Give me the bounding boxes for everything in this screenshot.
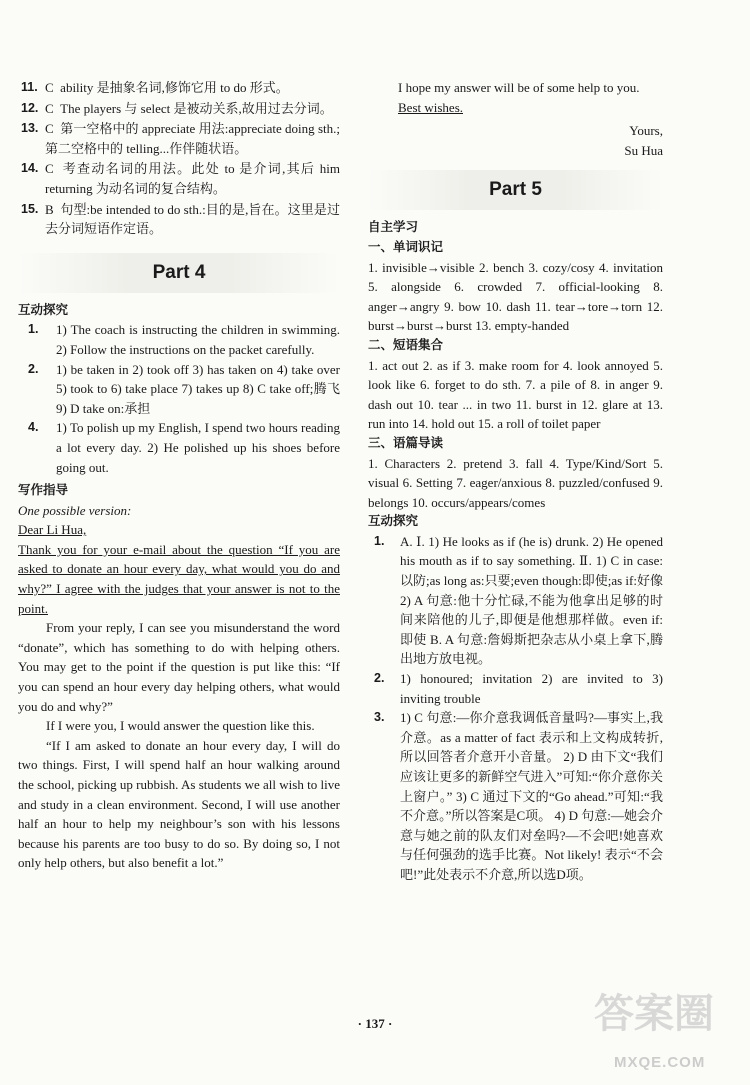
answer-item: 12. C The players 与 select 是被动关系,故用过去分词。: [18, 99, 340, 119]
letter-intro: Thank you for your e-mail about the question “If you are asked to donate an hour every day, what would you do and why?” I agree with the judges that your answer is not to the point.: [18, 541, 340, 616]
vocab-list: 1. invisible→visible 2. bench 3. cozy/cosy 4. invitation 5. alongside 6. crowded 7. official-looking 8. anger→angry 9. bow 10. dash 11. tear→tore→torn 12. burst→burst→burst 13. empty-handed: [368, 259, 663, 334]
section-heading: 写作指导: [18, 483, 69, 498]
item-number: 15.: [21, 201, 39, 216]
answer-item: 13. C 第一空格中的 appreciate 用法:appreciate doing sth.;第二空格中的 telling...作伴随状语。: [21, 121, 340, 156]
item-number: 13.: [21, 121, 39, 136]
letter-paragraph: “If I am asked to donate an hour every day, I will do two things. First, I will spend half an hour walking around the school, picking up rubbish. As students we all wish to live and study in a clean environment. Second, I will use another half an hour to help my neighbour’s son with his lessons because his parents are too busy to do so. By doing so, I not only help others, but also benefit a lot.”: [18, 737, 340, 871]
answer-item: 15. B 句型:be intended to do sth.:目的是,旨在。这里是过去分词短语作定语。: [21, 201, 340, 237]
part-5-title: Part 5: [368, 170, 663, 210]
watermark-url: MXQE.COM: [614, 1054, 706, 1072]
letter-yours: Yours,: [629, 123, 663, 139]
reading-list: 1. Characters 2. pretend 3. fall 4. Type/Kind/Sort 5. visual 6. Setting 7. eager/anxious 8. puzzled/confused 9. belongs 10. occurs/appears/comes: [368, 455, 663, 510]
answer-item: 4. 1) To polish up my English, I spend two hours reading a lot every day. 2) He polished up his shoes before going out.: [28, 420, 340, 475]
answer-item: 11. C ability 是抽象名词,修饰它用 to do 形式。: [18, 78, 340, 98]
letter-paragraph: From your reply, I can see you misunderstand the word “donate”, which has something to do with helping others. You may get to the point if the question is put like this: “If you can spend an hour every day helping others, what would you do and why?”: [18, 620, 340, 714]
part-4-title: Part 4: [18, 253, 340, 293]
version-label: One possible version:: [18, 502, 132, 518]
section-heading: 互动探究: [368, 514, 419, 529]
letter-salutation: Dear Li Hua,: [18, 522, 87, 538]
letter-paragraph: If I were you, I would answer the question like this.: [46, 718, 315, 734]
letter-closing-line: I hope my answer will be of some help to you.: [398, 80, 640, 95]
item-number: 2.: [28, 361, 39, 376]
answer-item: 1. A. Ⅰ. 1) He looks as if (he is) drunk. 2) He opened his mouth as if to say something. Ⅱ. 1) C in case:以防;as long as:只要;even though:即使;as if:好像 2) A 句意:他十分忙碌,不能为他拿出足够的时间来陪他的儿子,即便是他想那样做。even if:即使 B. A 句意:詹姆斯把杂志从小桌上拿下,腾出地方放电视。: [374, 533, 663, 667]
right-column: [368, 78, 663, 885]
item-number: 1.: [28, 322, 39, 337]
item-number: 1.: [374, 533, 385, 548]
subsection-heading: 二、短语集合: [368, 337, 444, 352]
watermark-text: 答案圈: [594, 992, 714, 1036]
section-heading: 互动探究: [18, 302, 69, 317]
item-number: 12.: [21, 100, 39, 115]
answer-item: 1. 1) The coach is instructing the children in swimming. 2) Follow the instructions on the packet carefully.: [28, 322, 340, 357]
subsection-heading: 三、语篇导读: [368, 435, 444, 450]
left-column: [18, 78, 340, 873]
letter-signature: Su Hua: [624, 142, 663, 158]
answer-item: 3. 1) C 句意:—你介意我调低音量吗?—事实上,我介意。as a matter of fact 表示和上文构成转折,所以回答者介意开小音量。 2) D 由下文“我们应该让更多的新鲜空气进入”可知:“你介意你关上窗户。” 3) C 通过下文的“Go ahead.”可知:“我不介意。”所以答案是C项。 4) D 句意:—她会介意与她之前的队友们对垒吗?—不会吧!她喜欢与任何强劲的选手比赛。Not likely! 表示“不会吧!”此处表示不介意,所以选D项。: [374, 710, 663, 882]
letter-wishes: Best wishes.: [398, 99, 463, 115]
watermark-logo: [594, 992, 744, 1077]
page-number: · 137 ·: [357, 1016, 393, 1031]
section-heading: 自主学习: [368, 220, 419, 235]
answer-item: 2. 1) be taken in 2) took off 3) has taken on 4) take over 5) took to 6) take place 7) takes up 8) C take off;腾飞 9) D take on:承担: [28, 361, 340, 416]
item-number: 3.: [374, 710, 385, 725]
item-number: 4.: [28, 420, 39, 435]
answer-item: 14. C 考查动名词的用法。此处 to 是介词,其后 him returning 为动名词的复合结构。: [21, 161, 340, 196]
item-number: 14.: [21, 161, 39, 176]
item-number: 11.: [21, 80, 38, 94]
item-number: 2.: [374, 671, 385, 686]
answer-item: 2. 1) honoured; invitation 2) are invited to 3) inviting trouble: [374, 671, 663, 706]
phrase-list: 1. act out 2. as if 3. make room for 4. look annoyed 5. look like 6. forget to do sth. 7. a pile of 8. in anger 9. dash out 10. tear ... in two 11. burst in 12. glare at 13. run into 14. hold out 15. a roll of toilet paper: [368, 357, 663, 432]
subsection-heading: 一、单词识记: [368, 239, 444, 254]
